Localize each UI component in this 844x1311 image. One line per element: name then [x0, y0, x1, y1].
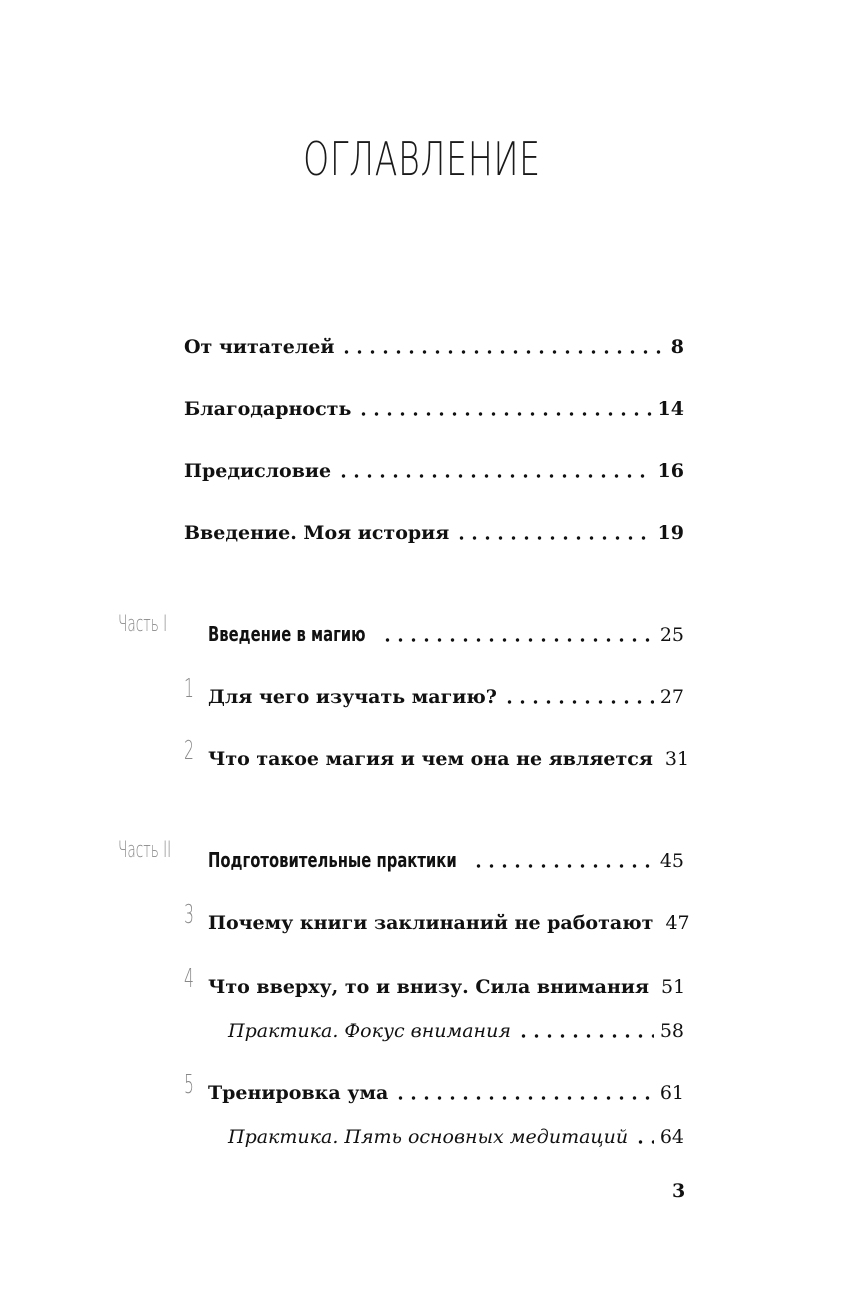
- toc-chapter-entry[interactable]: [0, 676, 844, 708]
- dot-leader: [381, 620, 654, 644]
- page-number: 3: [672, 1180, 686, 1202]
- toc-entry-page: 14: [657, 398, 684, 420]
- dot-leader: [357, 394, 651, 418]
- toc-part-entry[interactable]: [0, 614, 844, 646]
- toc-entry[interactable]: [0, 326, 844, 358]
- chapter-number: 4: [184, 964, 194, 994]
- toc-entry-page: 64: [659, 1126, 684, 1148]
- toc-entry[interactable]: [0, 388, 844, 420]
- part-title: Подготовительные практики: [208, 848, 457, 872]
- toc-entry-title: Благодарность: [184, 398, 352, 420]
- chapter-title: Для чего изучать магию?: [208, 686, 497, 708]
- chapter-number: 1: [184, 674, 194, 704]
- toc-entry-page: 45: [659, 850, 684, 872]
- toc-chapter-entry[interactable]: [0, 902, 844, 934]
- toc-entry-page: 8: [670, 336, 684, 358]
- toc-entry-page: 19: [657, 522, 684, 544]
- chapter-title: Тренировка ума: [208, 1082, 389, 1104]
- dot-leader: [517, 1016, 654, 1040]
- dot-leader: [455, 518, 651, 542]
- toc-entry-page: 27: [659, 686, 684, 708]
- toc-chapter-entry[interactable]: [0, 738, 844, 770]
- toc-practice-entry[interactable]: [0, 1010, 844, 1042]
- chapter-number: 3: [184, 900, 194, 930]
- chapter-number: 2: [184, 736, 194, 766]
- dot-leader: [634, 1122, 654, 1146]
- toc-chapter-entry[interactable]: [0, 966, 844, 998]
- dot-leader: [394, 1078, 654, 1102]
- toc-entry-page: 58: [659, 1020, 684, 1042]
- dot-leader: [337, 456, 651, 480]
- toc-entry[interactable]: [0, 450, 844, 482]
- toc-entry-title: Предисловие: [184, 460, 332, 482]
- toc-entry-page: 31: [664, 748, 690, 770]
- toc-entry-page: 61: [659, 1082, 684, 1104]
- part-title: Введение в магию: [208, 622, 366, 646]
- toc-practice-entry[interactable]: [0, 1116, 844, 1148]
- toc-entry-page: 47: [665, 912, 690, 934]
- chapter-title: Что такое магия и чем она не является: [208, 748, 653, 770]
- toc-part-entry[interactable]: [0, 840, 844, 872]
- practice-title: Практика. Фокус внимания: [228, 1020, 511, 1042]
- chapter-title: Почему книги заклинаний не работают: [208, 912, 654, 934]
- dot-leader: [340, 332, 664, 356]
- practice-title: Практика. Пять основных медитаций: [228, 1126, 629, 1148]
- toc-entry-page: 16: [657, 460, 684, 482]
- dot-leader: [472, 846, 654, 870]
- toc-entry-title: Введение. Моя история: [184, 522, 450, 544]
- toc-entry-title: От читателей: [184, 336, 335, 358]
- part-label: Часть I: [118, 612, 168, 637]
- chapter-title: Что вверху, то и внизу. Сила внимания: [208, 976, 649, 998]
- toc-entry[interactable]: [0, 512, 844, 544]
- part-label: Часть II: [118, 838, 172, 863]
- toc-entry-page: 25: [659, 624, 684, 646]
- dot-leader: [503, 682, 654, 706]
- chapter-number: 5: [184, 1070, 194, 1100]
- page-title: ОГЛАВЛЕНИЕ: [303, 132, 541, 186]
- toc-entry-page: 51: [660, 976, 686, 998]
- toc-chapter-entry[interactable]: [0, 1072, 844, 1104]
